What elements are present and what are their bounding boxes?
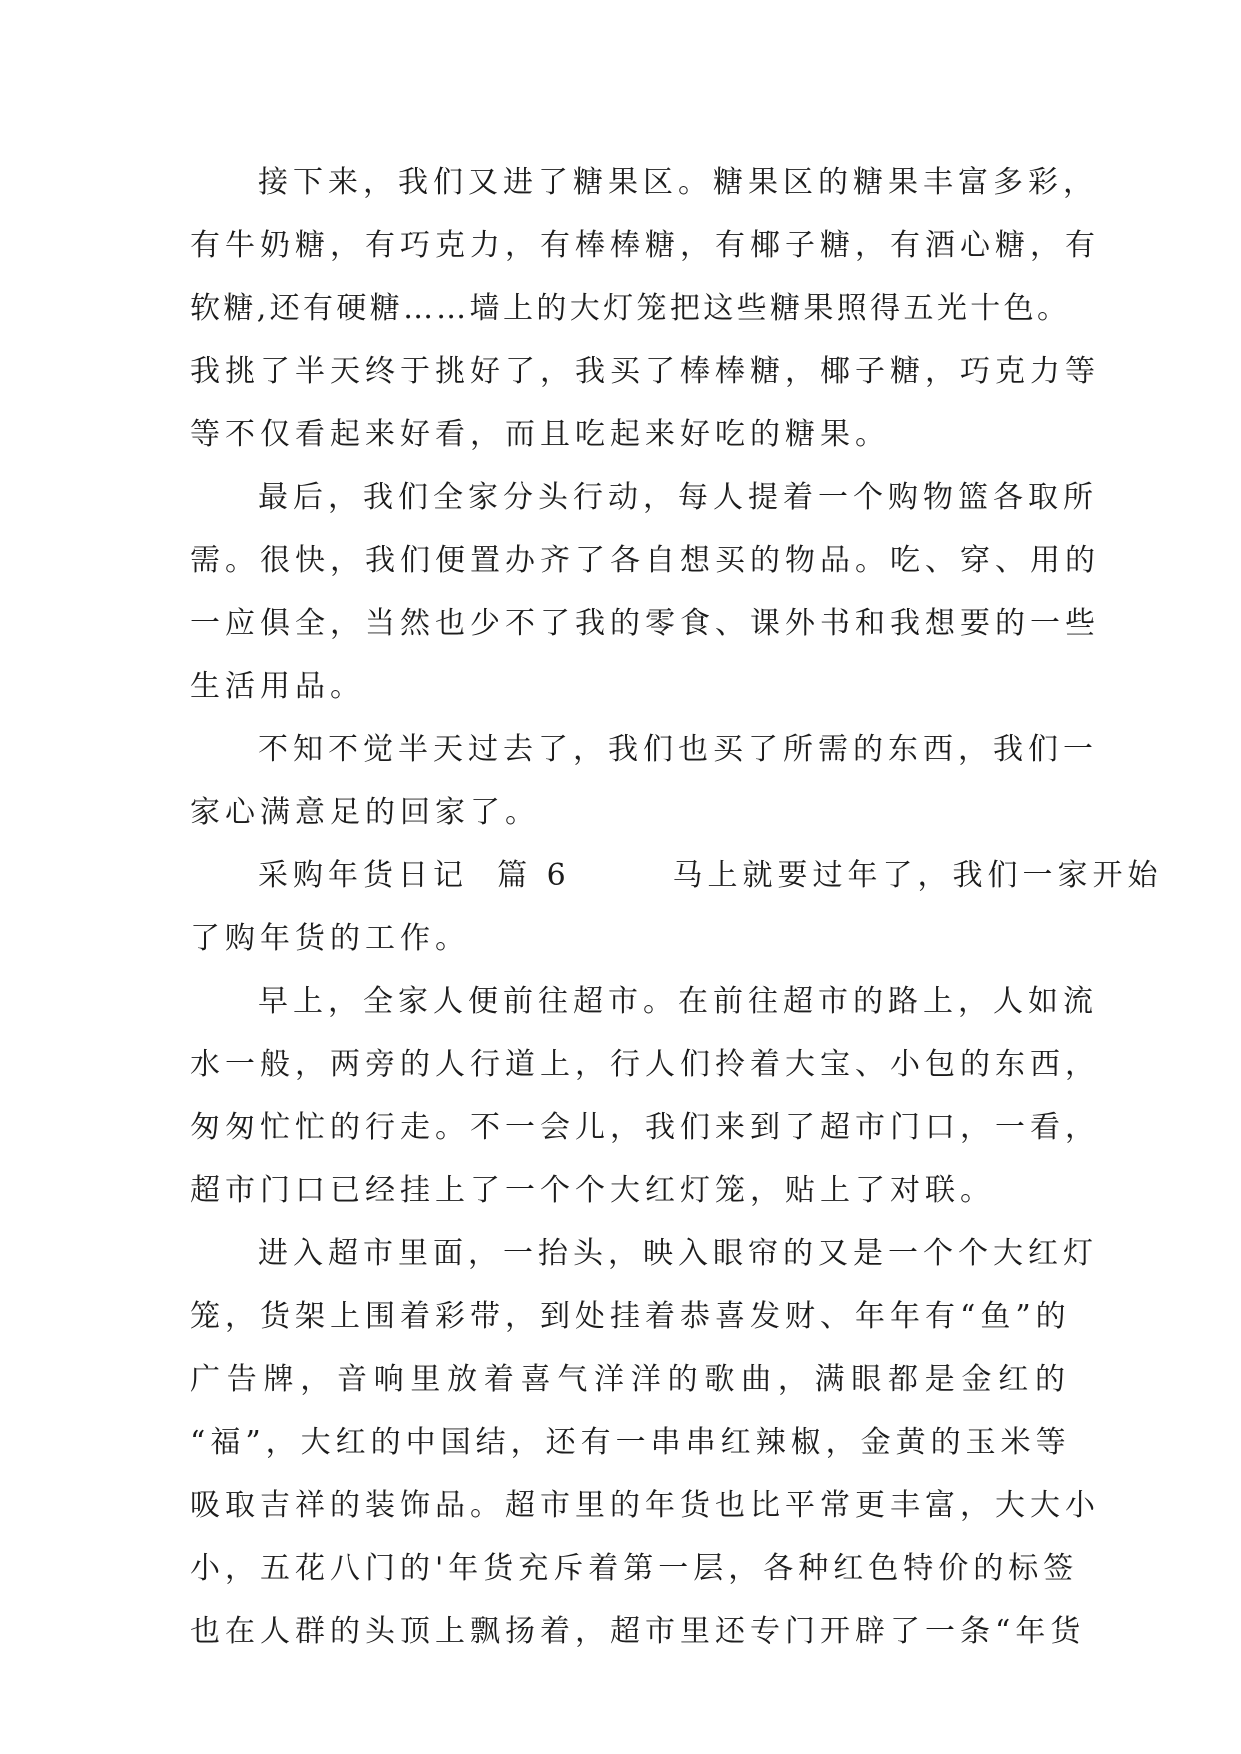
- text-line: 小，五花八门的'年货充斥着第一层，各种红色特价的标签: [190, 1551, 1079, 1586]
- section-heading-line: 采购年货日记 篇 6 马上就要过年了，我们一家开始: [258, 858, 1163, 893]
- text-line: 也在人群的头顶上飘扬着，超市里还专门开辟了一条“年货: [190, 1614, 1086, 1649]
- text-line: 超市门口已经挂上了一个个大红灯笼，贴上了对联。: [190, 1173, 995, 1208]
- text-line: 软糖,还有硬糖……墙上的大灯笼把这些糖果照得五光十色。: [190, 291, 1070, 326]
- text-line: 最后，我们全家分头行动，每人提着一个购物篮各取所: [258, 480, 1098, 515]
- text-line: 有牛奶糖，有巧克力，有棒棒糖，有椰子糖，有酒心糖，有: [190, 228, 1100, 263]
- text-line: 需。很快，我们便置办齐了各自想买的物品。吃、穿、用的: [190, 543, 1100, 578]
- text-line: 水一般，两旁的人行道上，行人们拎着大宝、小包的东西，: [190, 1047, 1100, 1082]
- text-line: 家心满意足的回家了。: [190, 795, 540, 830]
- text-line: 进入超市里面，一抬头，映入眼帘的又是一个个大红灯: [258, 1236, 1098, 1271]
- text-line: “福”，大红的中国结，还有一串串红辣椒，金黄的玉米等: [190, 1425, 1071, 1460]
- text-line: 接下来，我们又进了糖果区。糖果区的糖果丰富多彩，: [258, 165, 1098, 200]
- text-line: 一应俱全，当然也少不了我的零食、课外书和我想要的一些: [190, 606, 1100, 641]
- text-line: 我挑了半天终于挑好了，我买了棒棒糖，椰子糖，巧克力等: [190, 354, 1100, 389]
- text-line: 了购年货的工作。: [190, 921, 470, 956]
- text-line: 早上，全家人便前往超市。在前往超市的路上，人如流: [258, 984, 1098, 1019]
- text-line: 笼，货架上围着彩带，到处挂着恭喜发财、年年有“鱼”的: [190, 1299, 1071, 1334]
- text-line: 广告牌，音响里放着喜气洋洋的歌曲，满眼都是金红的: [190, 1362, 1070, 1397]
- text-line: 吸取吉祥的装饰品。超市里的年货也比平常更丰富，大大小: [190, 1488, 1100, 1523]
- text-line: 等不仅看起来好看，而且吃起来好吃的糖果。: [190, 417, 890, 452]
- text-line: 匆匆忙忙的行走。不一会儿，我们来到了超市门口，一看，: [190, 1110, 1100, 1145]
- text-line: 不知不觉半天过去了，我们也买了所需的东西，我们一: [258, 732, 1098, 767]
- text-line: 生活用品。: [190, 669, 365, 704]
